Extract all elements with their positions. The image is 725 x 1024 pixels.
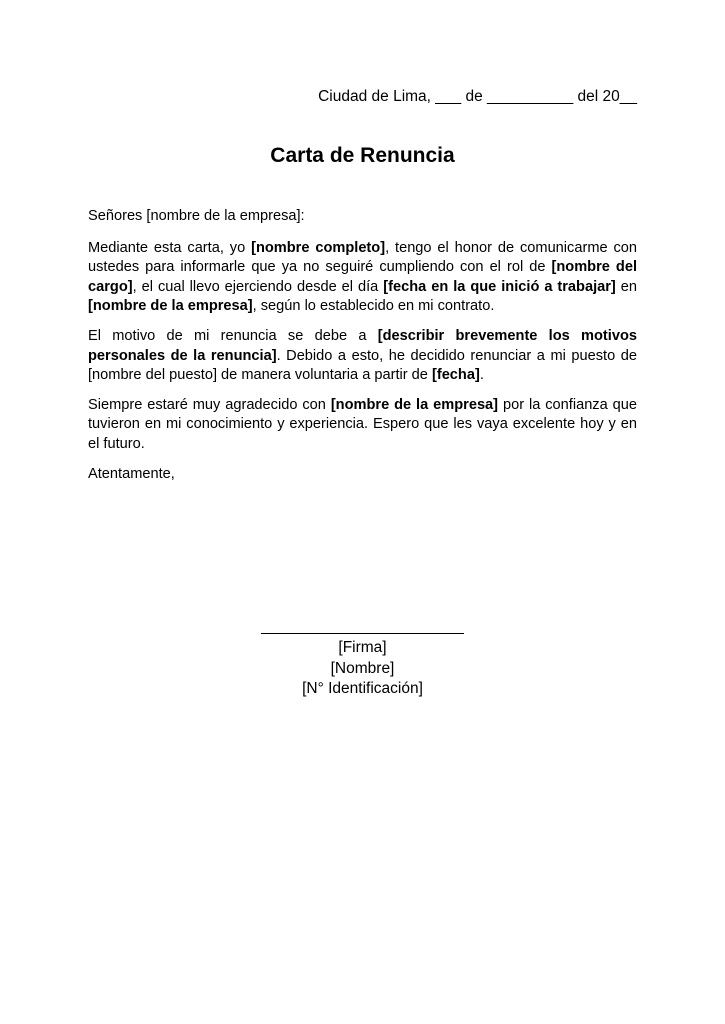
p1-text-4: en [615, 278, 637, 295]
p1-text-3: , el cual llevo ejerciendo desde el día [132, 278, 384, 295]
p2-bold-date: [fecha] [431, 367, 480, 384]
p2-text-1: El motivo de mi renuncia se debe a [88, 327, 378, 344]
paragraph-3 [88, 396, 637, 455]
signature-block [0, 622, 725, 700]
p1-text-2: , tengo el honor de comunicarme con ustedes para informarle que ya no seguiré cumpliendo con el rol de [88, 239, 638, 276]
signature-line [261, 622, 464, 634]
signature-firma: [Firma] [338, 639, 387, 656]
p1-bold-full-name: [nombre completo] [251, 239, 386, 256]
p2-text-2: . Debido a esto, he decidido renunciar a mi puesto de [nombre del puesto] de manera voluntaria a partir de [88, 347, 637, 384]
p1-bold-company: [nombre de la empresa] [88, 298, 253, 315]
p3-bold-company: [nombre de la empresa] [330, 396, 499, 413]
p1-text-5: , según lo establecido en mi contrato. [252, 298, 495, 315]
closing: Atentamente, [88, 465, 175, 482]
signature-nombre: [Nombre] [330, 659, 395, 677]
salutation: Señores [nombre de la empresa]: [88, 208, 305, 224]
letter-body [88, 207, 637, 494]
paragraph-1 [88, 239, 637, 317]
p3-text-2: por la confianza que tuvieron en mi conocimiento y experiencia. Espero que les vaya excelente hoy y en el futuro. [88, 396, 637, 452]
p2-text-3: . [479, 367, 484, 384]
date-line: Ciudad de Lima, ___ de __________ del 20__ [318, 88, 637, 105]
signature-identificacion: [N° Identificación] [302, 680, 423, 697]
page-title: Carta de Renuncia [270, 144, 455, 167]
paragraph-2 [88, 327, 637, 386]
p1-text-1: Mediante esta carta, yo [88, 239, 252, 256]
p2-bold-reasons: [describir brevemente los motivos personales de la renuncia] [88, 327, 637, 364]
p3-text-1: Siempre estaré muy agradecido con [88, 396, 331, 413]
p1-bold-start-date: [fecha en la que inició a trabajar] [383, 278, 616, 295]
p1-bold-job-title: [nombre del cargo] [88, 259, 637, 295]
